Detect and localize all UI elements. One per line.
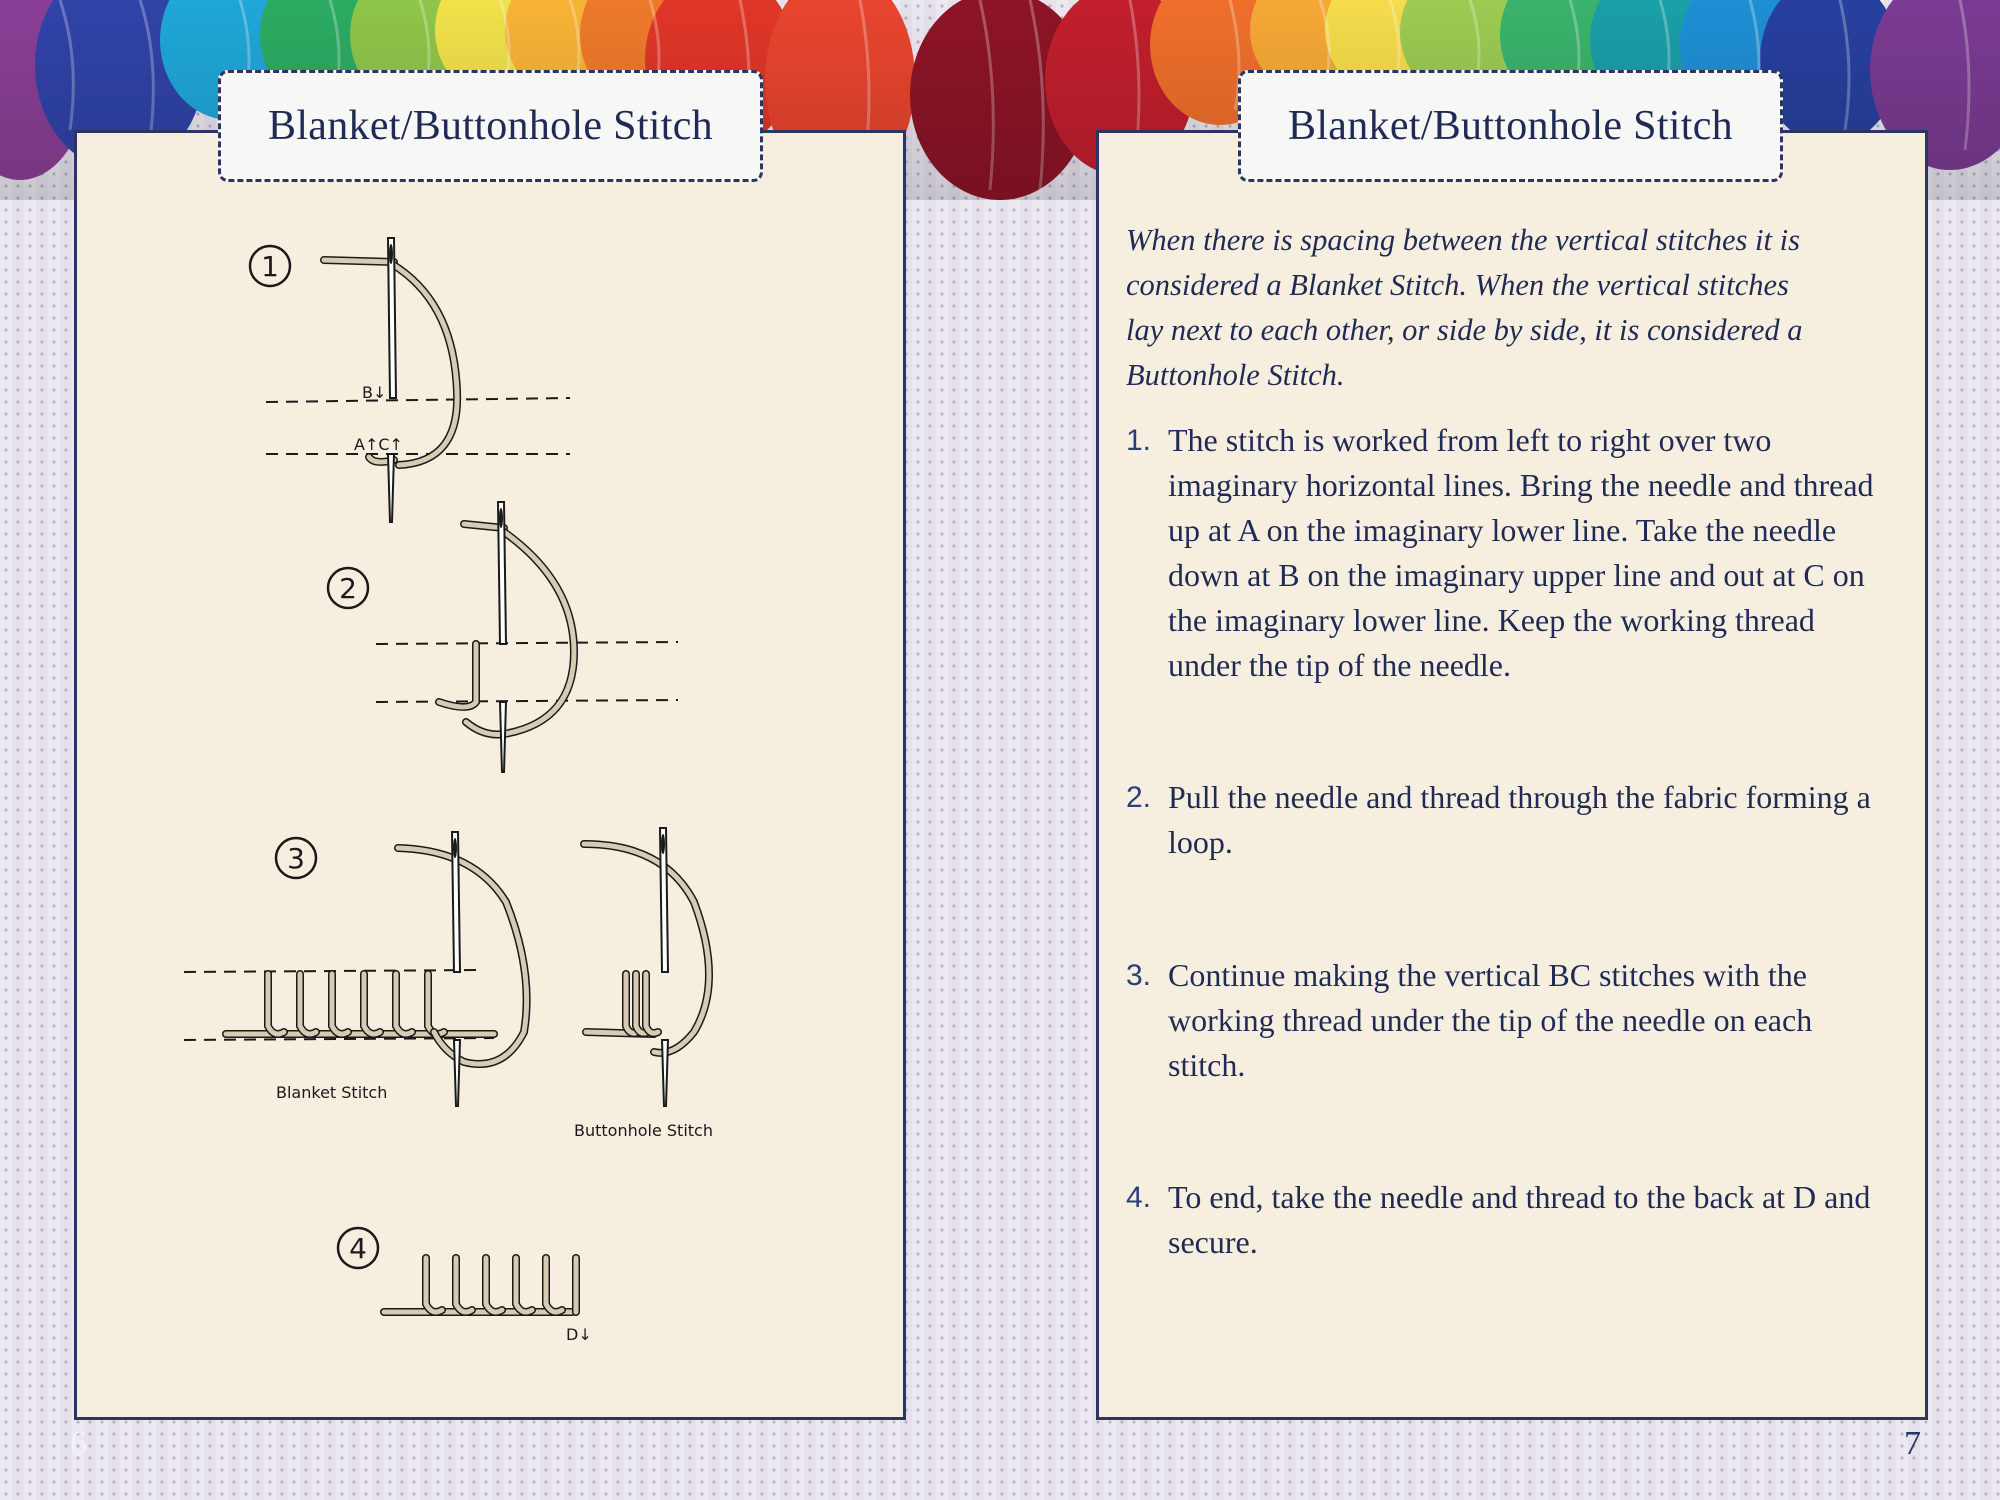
finished-stitch-loops — [426, 1258, 576, 1312]
step-2-illustration — [328, 502, 678, 772]
blanket-stitch-loops — [268, 974, 444, 1034]
right-page-number: 7 — [1904, 1425, 1921, 1462]
stitch-diagram — [74, 182, 906, 1412]
point-label-b: B↓ — [362, 383, 387, 402]
step-4-marker: 4 — [349, 1232, 367, 1265]
step-text: The stitch is worked from left to right over two imaginary horizontal lines. Bring the needle and thread up at A on the imaginary lower line. Take the needle down at B on the imaginary upper line and out at C on the imaginary lower line. Keep the working thread under the tip of the needle. — [1168, 422, 1874, 683]
point-label-ac: A↑C↑ — [354, 435, 403, 454]
left-page-number: 6 — [70, 1425, 87, 1462]
step-number: 4. — [1126, 1181, 1152, 1214]
step-2-marker: 2 — [339, 572, 357, 605]
step-number: 1. — [1126, 424, 1152, 457]
step-3-buttonhole-illustration — [574, 828, 713, 1140]
step-text: To end, take the needle and thread to the back at D and secure. — [1168, 1179, 1871, 1260]
step-1-marker: 1 — [261, 250, 279, 283]
left-page-title-tab — [218, 70, 763, 182]
step-3-marker: 3 — [287, 842, 305, 875]
instruction-step — [1126, 953, 1886, 1088]
point-label-d: D↓ — [566, 1325, 592, 1344]
right-page-title-tab — [1238, 70, 1783, 182]
left-page-title: Blanket/Buttonhole Stitch — [268, 103, 713, 149]
step-4-illustration — [338, 1228, 592, 1344]
step-number: 3. — [1126, 959, 1152, 992]
buttonhole-stitch-caption: Buttonhole Stitch — [574, 1121, 713, 1140]
step-text: Pull the needle and thread through the fabric forming a loop. — [1168, 779, 1871, 860]
instruction-step — [1126, 418, 1886, 688]
needle-lower — [388, 454, 394, 522]
upper-guide-line — [266, 398, 570, 402]
instruction-step — [1126, 775, 1886, 865]
step-text: Continue making the vertical BC stitches with the working thread under the tip of the needle on each stitch. — [1168, 957, 1813, 1083]
step-3-blanket-illustration — [184, 832, 527, 1106]
step-1-illustration — [250, 238, 570, 522]
step-number: 2. — [1126, 781, 1152, 814]
intro-paragraph: When there is spacing between the vertical stitches it is considered a Blanket Stitch. When the vertical stitches lay next to each other, or side by side, it is considered a Buttonhole Stitch. — [1126, 223, 1803, 392]
blanket-stitch-caption: Blanket Stitch — [276, 1083, 388, 1102]
right-page-title: Blanket/Buttonhole Stitch — [1288, 103, 1733, 149]
buttonhole-stitch-loops — [626, 974, 658, 1033]
instruction-step — [1126, 1175, 1886, 1265]
